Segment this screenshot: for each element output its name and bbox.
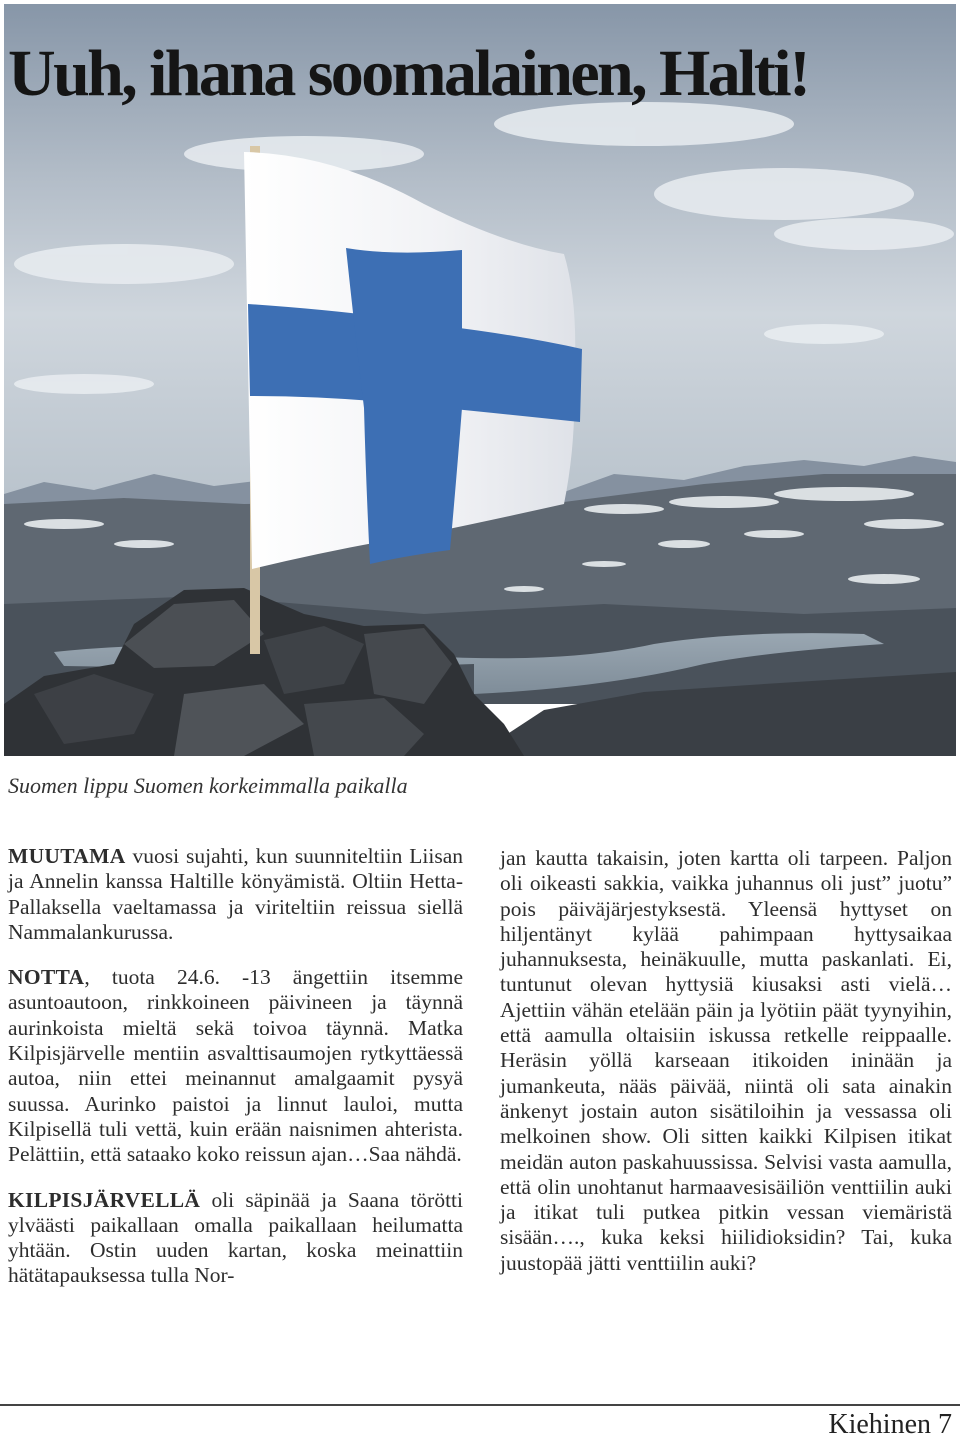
article-column-right <box>500 846 952 1276</box>
page-folio: Kiehinen 7 <box>828 1409 952 1440</box>
article-paragraph <box>500 846 952 1276</box>
paragraph-lead: KILPISJÄRVELLÄ <box>8 1187 201 1212</box>
paragraph-text: jan kautta takaisin, joten kartta oli tarpeen. Paljon oli oikeasti sakkia, vaikka juhannus oli just” juotu” pois päiväjärjestyksestä. Yleensä hyttyset on hiljentänyt kylää pahimpaan hyttysaikaa juhannuksesta, heinäkuulle, mutta paskanlati. Ei, tuntunut olevan hyttysiä kiusaksi asti vielä… Ajettiin vähän etelään päin ja lyötiin päät tyynyihin, että aamulla oltaisiin iskussa retkelle reippaalle. Heräsin yöllä karseaan itikoiden ininään ja jumankeuta, nääs päivää, niintä oli sata ainakin änkenyt jostain auton sisätiloihin ja vessassa oli melkoinen show. Oli sitten kaikki Kilpisen itikat meidän auton paskahuussissa. Selvisi vasta aamulla, että olin unohtanut harmaavesisäiliön venttiilin auki ja itikat tuli putkea pitkin vessan viemäristä sisään…., kuka keksi hiilidioksidin? Tai, kuka juustopää jätti venttiilin auki? <box>500 846 952 1275</box>
footer-rule <box>0 1404 960 1406</box>
article-paragraph <box>8 1188 463 1289</box>
paragraph-text: , tuota 24.6. -13 ängettiin itsemme asuntoautoon, rinkkoineen päivineen ja täynnä aurinkoista mieltä sekä toivoa täynnä. Matka Kilpisjärvelle mentiin asvalttisaumojen rytkyttäessä autoa, niin ettei meinannut amalgaamit pysyä suussa. Aurinko paistoi ja linnut lauloi, mutta Kilpisellä tuli vettä, kuin erään naisnimen ahterista. Pelättiin, että sataako koko reissun ajan…Saa nähdä. <box>8 965 463 1167</box>
article-paragraph <box>8 965 463 1167</box>
article-column-left <box>8 844 463 1309</box>
article-headline: Uuh, ihana soomalainen, Halti! <box>8 37 809 110</box>
photo-caption: Suomen lippu Suomen korkeimmalla paikalla <box>8 773 408 798</box>
paragraph-lead: NOTTA <box>8 965 85 990</box>
article-paragraph <box>8 844 463 945</box>
paragraph-text: vuosi sujahti, kun suunniteltiin Liisan ja Annelin kanssa Haltille könyämistä. Oltiin Hetta-Pallaksella vaeltamassa ja viriteltiin reissua siellä Nammalankurussa. <box>8 844 463 944</box>
paragraph-lead: MUUTAMA <box>8 844 126 868</box>
paragraph-text: oli säpinää ja Saana törötti ylväästi paikallaan omalla paikallaan heilumatta yhtään. Ostin uuden kartan, koska meinattiin hätätapauksessa tulla Nor- <box>8 1187 463 1288</box>
finnish-flag-photo <box>4 4 956 756</box>
